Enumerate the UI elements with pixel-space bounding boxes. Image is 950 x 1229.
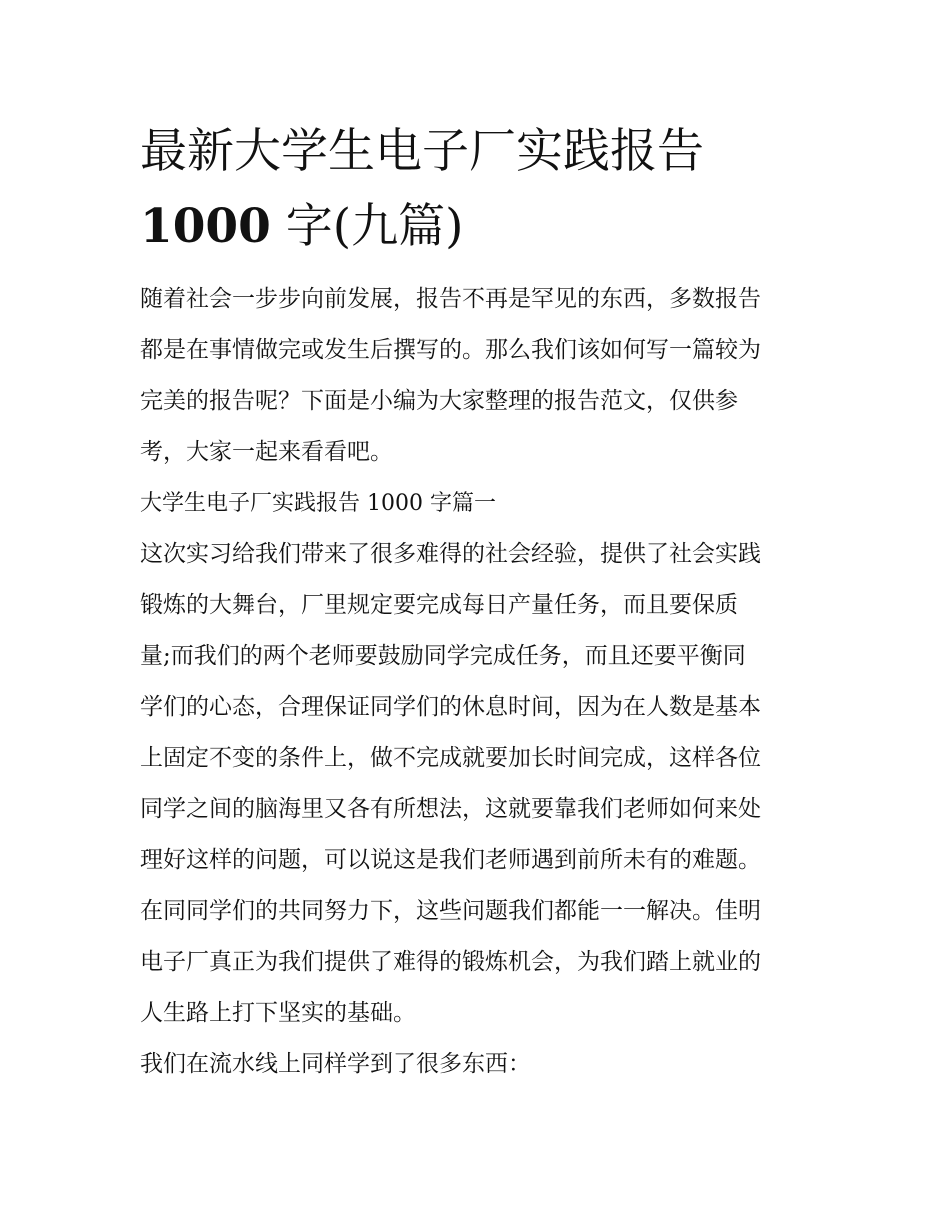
title-suffix: 字(九篇): [270, 199, 464, 254]
section-line: 理好这样的问题，可以说这是我们老师遇到前所未有的难题。: [140, 847, 761, 873]
document-title: [140, 114, 812, 264]
section-line: 学们的心态，合理保证同学们的休息时间，因为在人数是基本: [140, 694, 761, 720]
intro-line: 完美的报告呢？下面是小编为大家整理的报告范文，仅供参: [140, 388, 738, 414]
section-line: 同学之间的脑海里又各有所想法，这就要靠我们老师如何来处: [140, 796, 761, 822]
intro-paragraph: [140, 274, 812, 478]
section-paragraph: [140, 529, 812, 1039]
title-word-count: 1000: [140, 199, 271, 254]
document-content: [140, 114, 812, 1090]
section-line: 人生路上打下坚实的基础。: [140, 1000, 416, 1026]
closing-paragraph: [140, 1039, 812, 1090]
section-line: 这次实习给我们带来了很多难得的社会经验，提供了社会实践: [140, 541, 761, 567]
section-heading: 大学生电子厂实践报告 1000 字篇一: [140, 491, 496, 516]
intro-line: 考，大家一起来看看吧。: [140, 439, 393, 465]
closing-line: 我们在流水线上同样学到了很多东西：: [140, 1051, 531, 1077]
title-line-1: 最新大学生电子厂实践报告: [140, 124, 704, 179]
intro-line: 随着社会一步步向前发展，报告不再是罕见的东西，多数报告: [140, 286, 761, 312]
section-line: 锻炼的大舞台，厂里规定要完成每日产量任务，而且要保质: [140, 592, 738, 618]
section-line: 在同同学们的共同努力下，这些问题我们都能一一解决。佳明: [140, 898, 761, 924]
intro-line: 都是在事情做完或发生后撰写的。那么我们该如何写一篇较为: [140, 337, 761, 363]
section-line: 量;而我们的两个老师要鼓励同学完成任务，而且还要平衡同: [140, 643, 746, 669]
section-line: 上固定不变的条件上，做不完成就要加长时间完成，这样各位: [140, 745, 761, 771]
section-line: 电子厂真正为我们提供了难得的锻炼机会，为我们踏上就业的: [140, 949, 761, 975]
title-line-2: [140, 189, 812, 264]
